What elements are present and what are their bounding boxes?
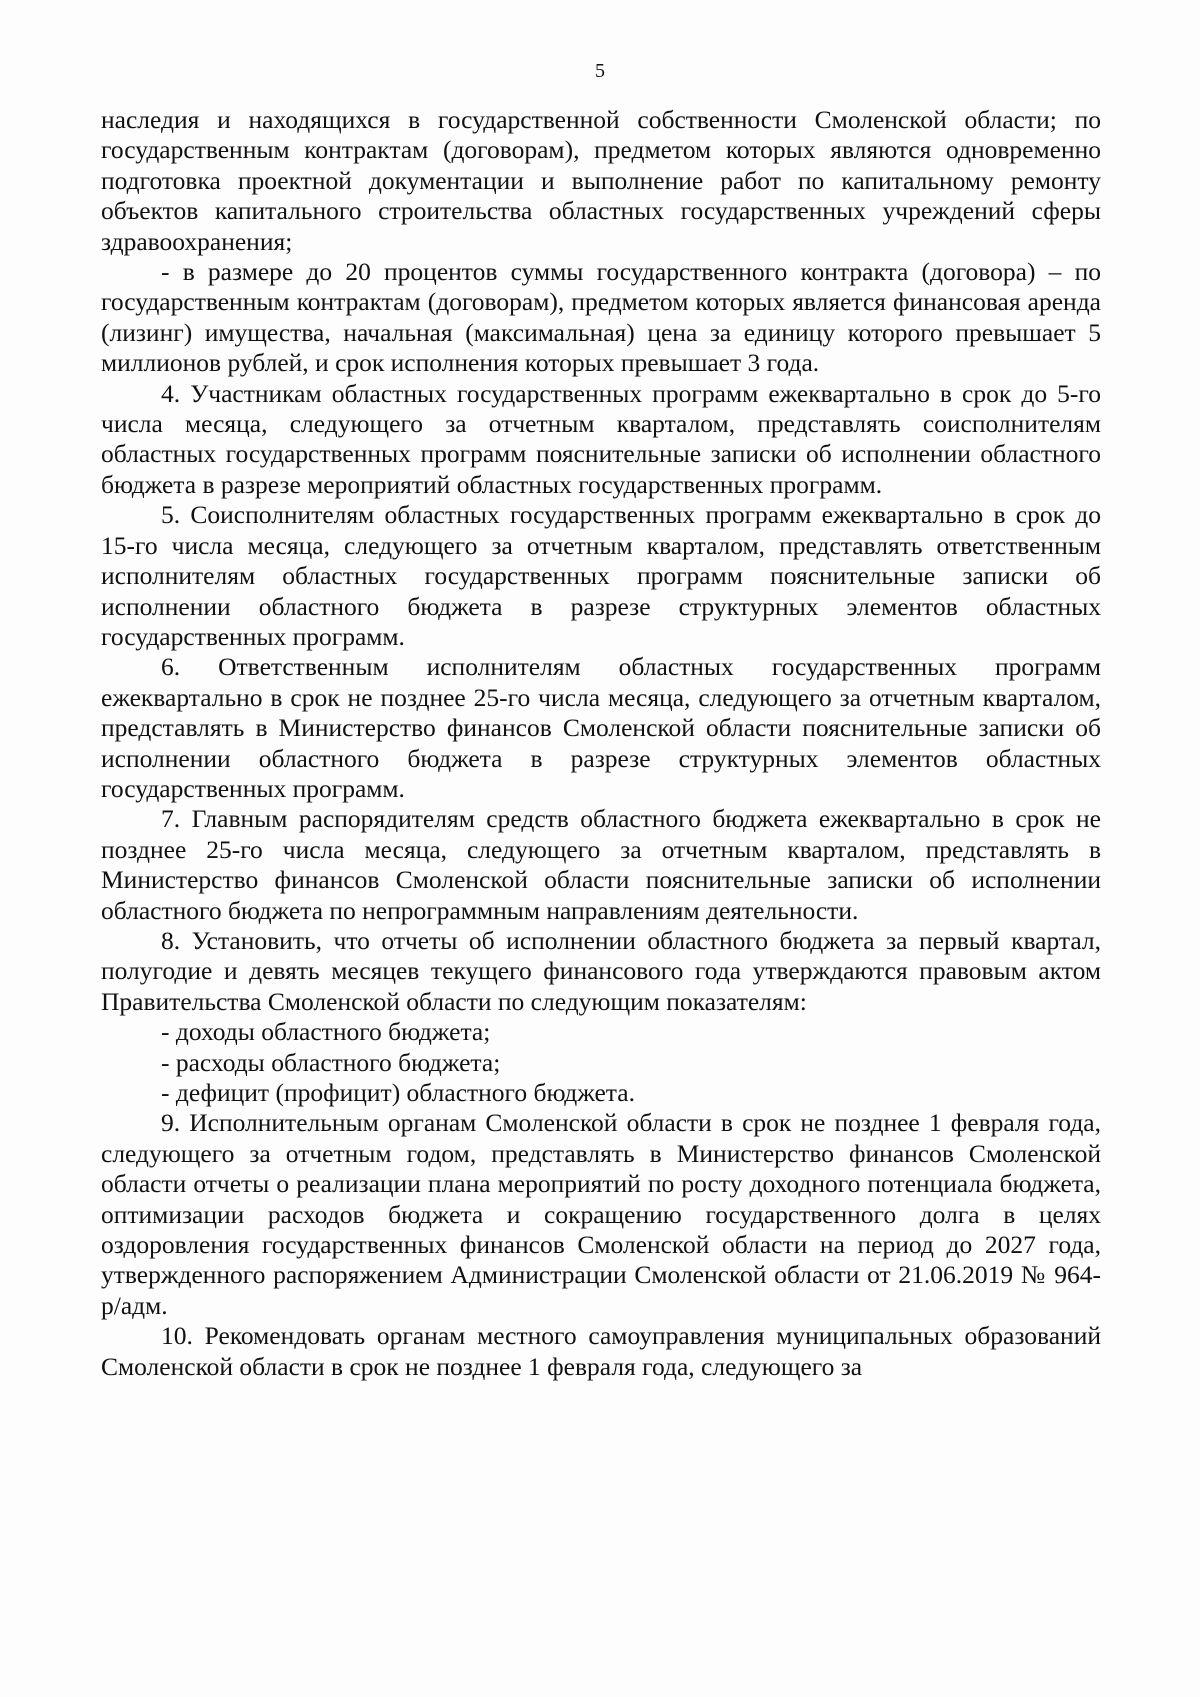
- paragraph-item-8: 8. Установить, что отчеты об исполнении областного бюджета за первый квартал, полугодие и девять месяцев текущего финансового года утверждаются правовым актом Правительства Смоленской области по следующим показателям:: [101, 925, 1101, 1016]
- list-item-expenses: - расходы областного бюджета;: [161, 1047, 501, 1077]
- paragraph-item-9: 9. Исполнительным органам Смоленской области в срок не позднее 1 февраля года, следующего за отчетным годом, представлять в Министерство финансов Смоленской области отчеты о реализации плана мероприятий по росту доходного потенциала бюджета, оптимизации расходов бюджета и сокращению государственного долга в целях оздоровления государственных финансов Смоленской области на период до 2027 года, утвержденного распоряжением Администрации Смоленской области от 21.06.2019 № 964-р/адм.: [101, 1108, 1101, 1320]
- paragraph-item-7: 7. Главным распорядителям средств областного бюджета ежеквартально в срок не позднее 25-го числа месяца, следующего за отчетным кварталом, представлять в Министерство финансов Смоленской области пояснительные записки об исполнении областного бюджета по непрограммным направлениям деятельности.: [101, 804, 1101, 925]
- paragraph-item-5: 5. Соисполнителям областных государственных программ ежеквартально в срок до 15-го числа месяца, следующего за отчетным кварталом, представлять ответственным исполнителям областных государственных программ пояснительные записки об исполнении областного бюджета в разрезе структурных элементов областных государственных программ.: [101, 500, 1101, 651]
- list-item-revenues: - доходы областного бюджета;: [161, 1017, 491, 1047]
- page-number: 5: [595, 60, 605, 82]
- paragraph-item-4: 4. Участникам областных государственных программ ежеквартально в срок до 5-го числа месяца, следующего за отчетным кварталом, представлять соисполнителям областных государственных программ пояснительные записки об исполнении областного бюджета в разрезе мероприятий областных государственных программ.: [101, 378, 1101, 499]
- paragraph-continuation: наследия и находящихся в государственной собственности Смоленской области; по государственным контрактам (договорам), предметом которых являются одновременно подготовка проектной документации и выполнение работ по капитальному ремонту объектов капитального строительства областных государственных учреждений сферы здравоохранения;: [101, 105, 1101, 256]
- document-body: [101, 105, 1101, 1382]
- paragraph-item-10: 10. Рекомендовать органам местного самоуправления муниципальных образований Смоленской области в срок не позднее 1 февраля года, следующего за: [101, 1321, 1101, 1381]
- paragraph-leasing-advance: - в размере до 20 процентов суммы государственного контракта (договора) – по государственным контрактам (договорам), предметом которых является финансовая аренда (лизинг) имущества, начальная (максимальная) цена за единицу которого превышает 5 миллионов рублей, и срок исполнения которых превышает 3 года.: [101, 257, 1101, 378]
- paragraph-item-6: 6. Ответственным исполнителям областных государственных программ ежеквартально в срок не позднее 25-го числа месяца, следующего за отчетным кварталом, представлять в Министерство финансов Смоленской области пояснительные записки об исполнении областного бюджета в разрезе структурных элементов областных государственных программ.: [101, 652, 1101, 803]
- list-item-deficit: - дефицит (профицит) областного бюджета.: [161, 1078, 635, 1107]
